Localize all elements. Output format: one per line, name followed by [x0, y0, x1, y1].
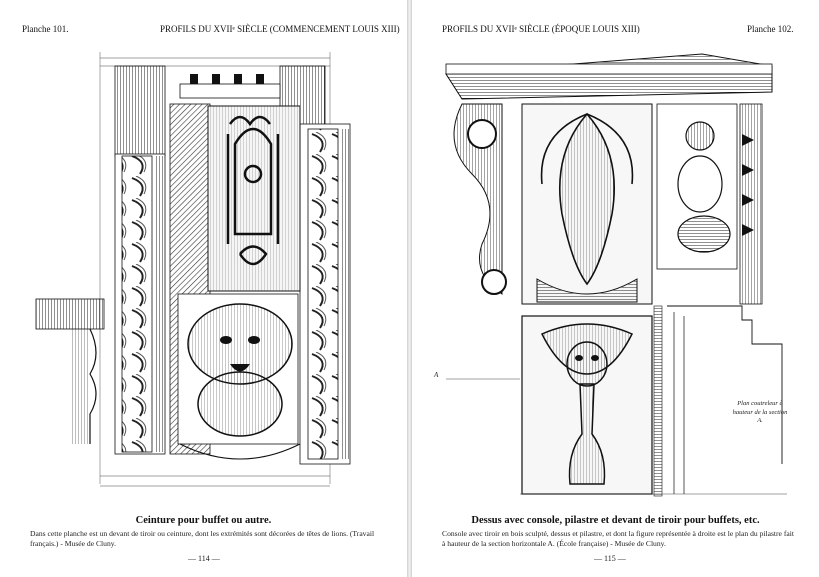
- left-caption-title: Ceinture pour buffet ou autre.: [135, 515, 272, 526]
- right-engraving-plate: [442, 44, 802, 499]
- right-page: [412, 0, 819, 577]
- right-plate-label: Planche 102.: [747, 24, 794, 34]
- left-caption-text: Dans cette planche est un devant de tiroir ou ceinture, dont les extrémités sont décorées de têtes de lions. (Travail français.) - Musée de Cluny.: [30, 529, 375, 548]
- left-running-title: PROFILS DU XVIIᵉ SIÈCLE (COMMENCEMENT LOUIS XIII): [160, 24, 400, 34]
- right-caption-text: Console avec tiroir en bois sculpté, dessus et pilastre, et dont la figure représentée à droite est le plan du pilastre fait à hauteur de la section horizontale A. (École française) - Musée de Cluny.: [442, 529, 794, 548]
- left-engraving-plate: [30, 44, 390, 496]
- section-a-marker: A: [434, 371, 439, 379]
- left-page: [0, 0, 407, 577]
- right-page-number: — 115 —: [594, 554, 626, 563]
- right-caption-title: Dessus avec console, pilastre et devant de tiroir pour buffets, etc.: [471, 515, 760, 526]
- left-plate-label: Planche 101.: [22, 24, 69, 34]
- section-plan-note: Plan coutreleur à hauteur de la section A.: [732, 400, 788, 424]
- right-running-title: PROFILS DU XVIIᵉ SIÈCLE (ÉPOQUE LOUIS XIII): [442, 24, 640, 34]
- left-page-number: — 114 —: [188, 554, 220, 563]
